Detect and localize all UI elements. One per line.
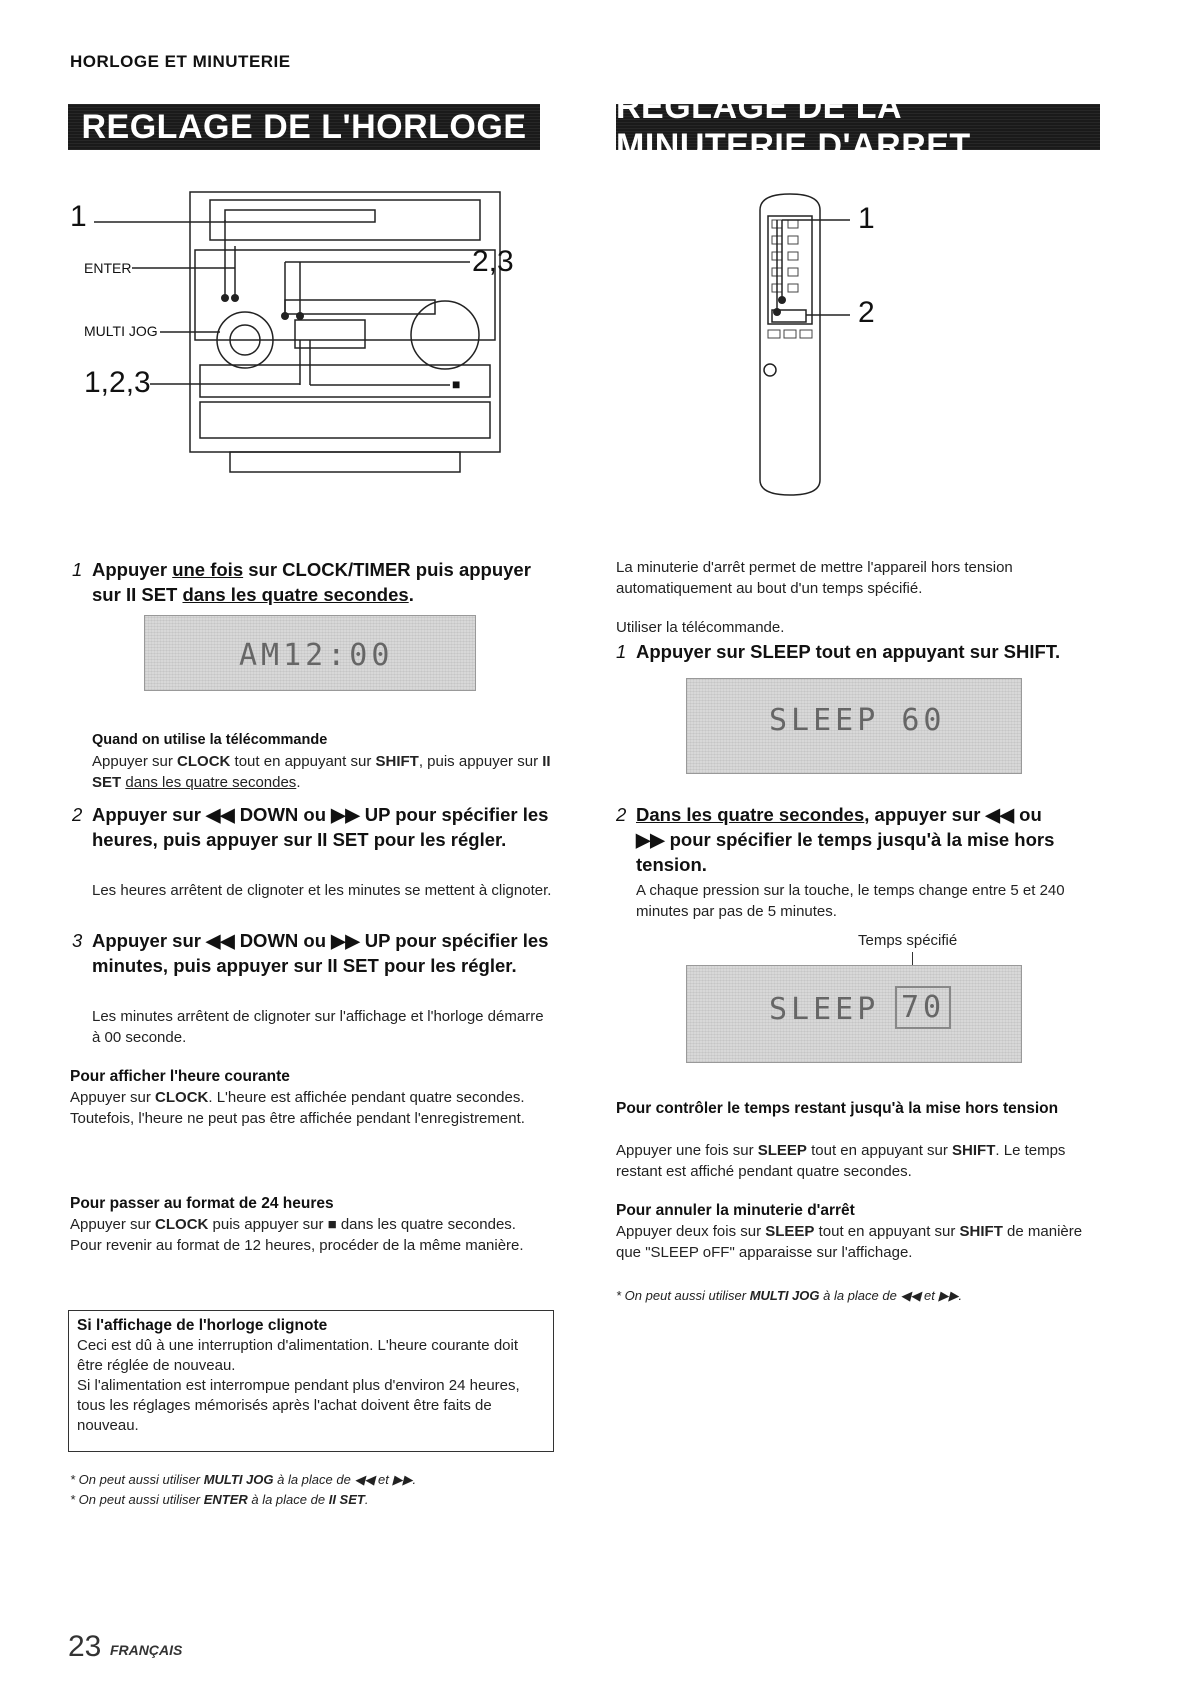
- key-clock: CLOCK: [155, 1216, 209, 1233]
- step-text: sur: [92, 584, 126, 605]
- text: * On peut aussi utiliser: [616, 1288, 750, 1303]
- box-heading: Si l'affichage de l'horloge clignote: [77, 1317, 328, 1334]
- key-sleep: SLEEP: [765, 1223, 815, 1240]
- text: Appuyer sur: [92, 753, 178, 770]
- cancel-heading: Pour annuler la minuterie d'arrêt: [616, 1202, 855, 1219]
- step-text: Appuyer sur SLEEP tout en appuyant sur SHIFT.: [636, 641, 1061, 662]
- callout-remote-2: 2: [858, 296, 875, 329]
- step-text: sur CLOCK/TIMER puis appuyer: [243, 559, 531, 580]
- page-language: FRANÇAIS: [110, 1642, 183, 1658]
- callout-stop: ■: [452, 376, 461, 392]
- format-24h-heading: Pour passer au format de 24 heures: [70, 1195, 334, 1212]
- step-text: .: [408, 584, 414, 605]
- footnote-multi-jog: [70, 1472, 416, 1488]
- text: .: [296, 774, 301, 791]
- text-bold: II SET: [328, 1492, 365, 1507]
- text-bold: MULTI JOG: [749, 1288, 820, 1303]
- stereo-unit-figure: [70, 190, 540, 500]
- text: . Le temps restant est affiché pendant quatre secondes.: [616, 1142, 1066, 1180]
- text: à la place de ◀◀ et ▶▶.: [819, 1288, 963, 1303]
- text: Appuyer une fois sur: [616, 1142, 758, 1159]
- key-sleep: SLEEP: [757, 1142, 807, 1159]
- clock-step-3-body: Les minutes arrêtent de clignoter sur l'affichage et l'horloge démarre à 00 seconde.: [92, 1008, 544, 1046]
- text: Si l'alimentation est interrompue pendant plus d'environ 24 heures, tous les réglages mémorisés après l'achat doivent être faits de nouveau.: [77, 1377, 520, 1434]
- text: Pour revenir au format de 12 heures, procéder de la même manière.: [70, 1237, 524, 1254]
- current-time-heading: Pour afficher l'heure courante: [70, 1068, 290, 1085]
- clock-step-2-body: Les heures arrêtent de clignoter et les minutes se mettent à clignoter.: [92, 882, 552, 899]
- step-text: ▶▶ pour spécifier le temps jusqu'à la mise hors tension.: [636, 829, 1055, 875]
- text: * On peut aussi utiliser: [70, 1472, 204, 1487]
- text: Appuyer sur: [70, 1216, 156, 1233]
- callout-2-3: 2,3: [472, 245, 514, 278]
- key-shift: SHIFT: [375, 753, 419, 770]
- step-number: 1: [72, 559, 83, 580]
- lcd-sleep-display: [686, 678, 1022, 774]
- step-text-underlined: dans les quatre secondes: [182, 584, 409, 605]
- current-time-text: [70, 1087, 555, 1129]
- step-text: Appuyer sur ◀◀ DOWN ou ▶▶ UP pour spécifier les heures, puis appuyer sur II SET pour les régler.: [92, 804, 549, 850]
- step-text: Appuyer sur ◀◀ DOWN ou ▶▶ UP pour spécifier les minutes, puis appuyer sur II SET pour les régler.: [92, 930, 549, 976]
- lcd-sleep-set-value: 70: [895, 986, 951, 1029]
- lcd-clock-text: AM12:00: [239, 638, 394, 673]
- footnote-enter: [70, 1492, 368, 1507]
- section-title: HORLOGE ET MINUTERIE: [70, 52, 291, 71]
- step-text: SET: [136, 584, 183, 605]
- check-remaining-text: [616, 1140, 1101, 1182]
- sleep-intro: La minuterie d'arrêt permet de mettre l'appareil hors tension automatiquement au bout d'un temps spécifié.: [616, 559, 1013, 597]
- remote-usage-text: [92, 751, 552, 793]
- text: Ceci est dû à une interruption d'alimentation. L'heure courante doit être réglée de nouveau.: [77, 1337, 519, 1374]
- step-number: 3: [72, 930, 83, 951]
- text: tout en appuyant sur: [806, 1142, 953, 1159]
- text: Appuyer sur: [70, 1089, 156, 1106]
- lcd-sleep-text: SLEEP 60: [769, 703, 946, 738]
- text: , puis appuyer sur: [418, 753, 543, 770]
- step-number: 2: [72, 804, 83, 825]
- format-24h-text: [70, 1214, 555, 1256]
- step-number: 1: [616, 641, 627, 662]
- text: * On peut aussi utiliser: [70, 1492, 204, 1507]
- step-text: Appuyer: [92, 559, 173, 580]
- key-set: II SET: [92, 753, 551, 791]
- sleep-step-2: [616, 802, 1101, 877]
- text: .: [364, 1492, 369, 1507]
- banner-sleep-timer: REGLAGE DE LA MINUTERIE D'ARRET: [616, 104, 1100, 150]
- text-underlined: dans les quatre secondes: [125, 774, 297, 791]
- text: tout en appuyant sur: [814, 1223, 960, 1240]
- callout-1-2-3: 1,2,3: [84, 366, 151, 399]
- callout-multi-jog: MULTI JOG: [84, 323, 158, 339]
- text: à la place de: [247, 1492, 329, 1507]
- lcd-sleep-set-display: [686, 965, 1022, 1063]
- callout-remote-1: 1: [858, 202, 875, 235]
- callout-enter: ENTER: [84, 260, 132, 276]
- lcd-sleep-set-text: SLEEP: [769, 992, 880, 1027]
- box-text: [77, 1336, 547, 1436]
- text: de manière que "SLEEP oFF" apparaisse sur l'affichage.: [616, 1223, 1083, 1261]
- text: tout en appuyant sur: [230, 753, 376, 770]
- step-text-underlined: une fois: [172, 559, 244, 580]
- page-number: 23: [68, 1630, 102, 1663]
- footnote-right-multi-jog: [616, 1288, 962, 1304]
- key-clock: CLOCK: [177, 753, 231, 770]
- step-text: , appuyer sur ◀◀ ou: [864, 804, 1042, 825]
- use-remote-text: Utiliser la télécommande.: [616, 619, 785, 636]
- check-remaining-heading: Pour contrôler le temps restant jusqu'à la mise hors tension: [616, 1100, 1059, 1117]
- remote-usage-heading: Quand on utilise la télécommande: [92, 732, 328, 748]
- pause-set-symbol: II: [125, 584, 137, 605]
- stereo-unit-drawing: [70, 190, 540, 500]
- key-clock: CLOCK: [155, 1089, 209, 1106]
- text: Appuyer deux fois sur: [616, 1223, 766, 1240]
- sleep-step-2-body: A chaque pression sur la touche, le temps change entre 5 et 240 minutes par pas de 5 minutes.: [636, 882, 1065, 920]
- clock-step-1: [72, 557, 562, 607]
- step-number: 2: [616, 804, 627, 825]
- text: à la place de ◀◀ et ▶▶.: [273, 1472, 417, 1487]
- step-text-underlined: Dans les quatre secondes: [636, 804, 865, 825]
- clock-flashing-box: [68, 1310, 554, 1452]
- sleep-step-1: [616, 639, 1106, 664]
- clock-step-3: [72, 928, 552, 978]
- text-bold: MULTI JOG: [203, 1472, 274, 1487]
- remote-drawing: [750, 190, 950, 510]
- text-bold: ENTER: [203, 1492, 248, 1507]
- remote-figure: [750, 190, 950, 510]
- banner-clock: REGLAGE DE L'HORLOGE: [68, 104, 540, 150]
- lcd-clock-display: [144, 615, 476, 691]
- text: . L'heure est affichée pendant quatre secondes.: [208, 1089, 525, 1106]
- key-shift: SHIFT: [952, 1142, 996, 1159]
- temps-specifie-label: Temps spécifié: [858, 932, 958, 949]
- callout-1: 1: [70, 200, 87, 233]
- clock-step-2: [72, 802, 552, 852]
- text: Toutefois, l'heure ne peut pas être affichée pendant l'enregistrement.: [70, 1110, 525, 1127]
- text: puis appuyer sur ■ dans les quatre secondes.: [208, 1216, 516, 1233]
- key-shift: SHIFT: [959, 1223, 1003, 1240]
- cancel-text: [616, 1221, 1101, 1263]
